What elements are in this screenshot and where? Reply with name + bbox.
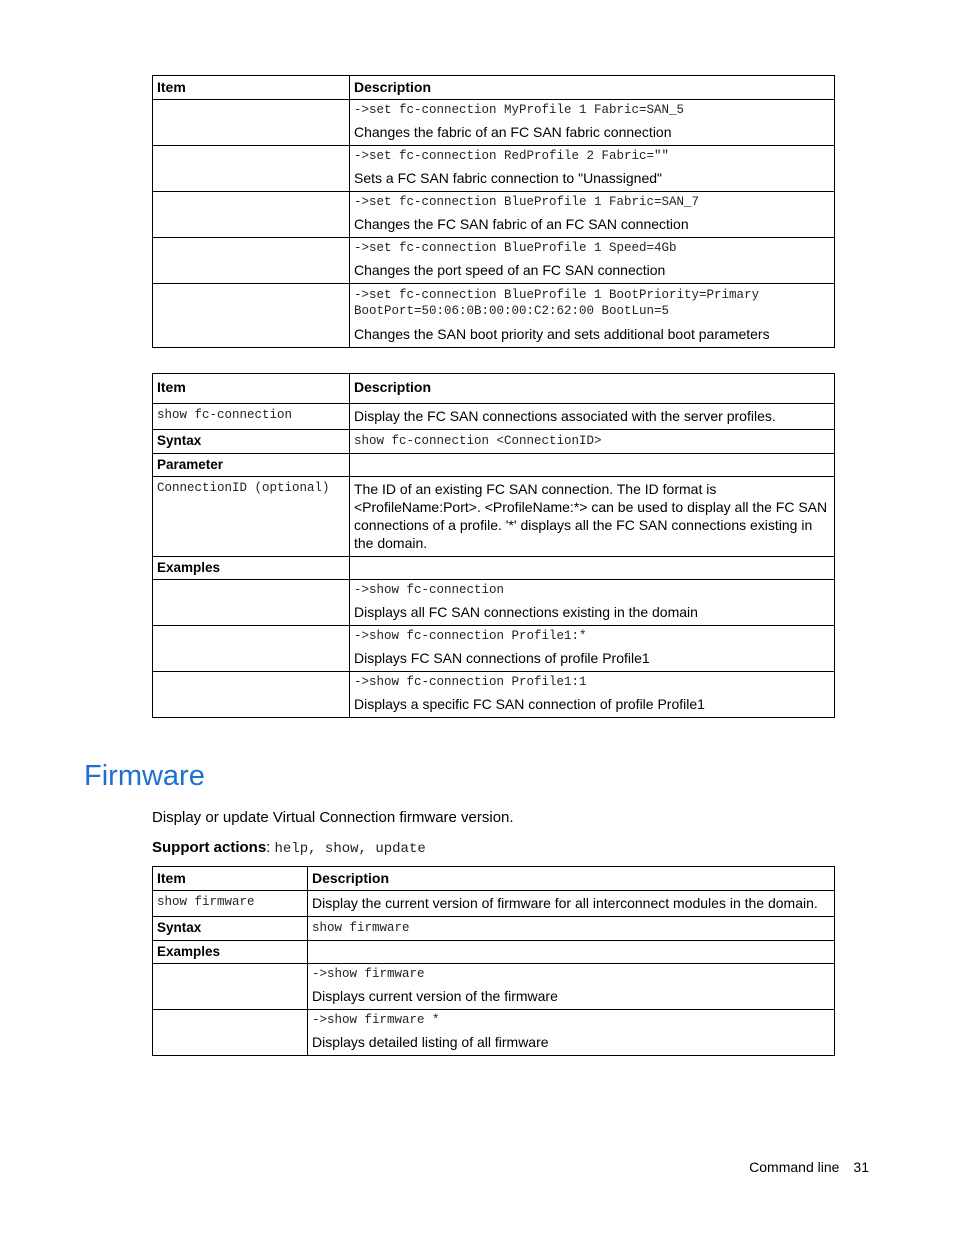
item-cell (153, 146, 350, 192)
description-cell (308, 964, 835, 1010)
item-cell (153, 192, 350, 238)
support-actions-line (152, 839, 426, 857)
column-header-item: Item (153, 374, 350, 404)
item-cell (153, 891, 308, 917)
item-cell (153, 477, 350, 557)
command-example: ->set fc-connection BlueProfile 1 Speed=4Gb (354, 241, 677, 255)
syntax-label: Syntax (153, 917, 308, 941)
description-cell (308, 1010, 835, 1056)
command-description: Changes the SAN boot priority and sets additional boot parameters (354, 326, 770, 342)
support-actions-list: help, show, update (274, 841, 426, 857)
command-example: ->show fc-connection Profile1:1 (354, 675, 587, 689)
item-cell (153, 284, 350, 348)
table-row (153, 557, 835, 580)
command-name: show fc-connection (157, 408, 293, 422)
parameter-description: The ID of an existing FC SAN connection. The ID format is <ProfileName:Port>. <ProfileName:*> can be used to display all the FC SAN connections of a profile. '*' displays all the FC SAN connections existing in the domain. (354, 481, 828, 551)
command-example: ->show firmware (312, 967, 425, 981)
command-example: ->show fc-connection (354, 583, 505, 597)
command-example: ->show fc-connection Profile1:* (354, 629, 587, 643)
item-cell (153, 964, 308, 1010)
command-example: ->set fc-connection RedProfile 2 Fabric="" (354, 149, 670, 163)
column-header-description: Description (350, 76, 835, 100)
table-row (153, 626, 835, 672)
item-cell (153, 238, 350, 284)
command-description: Changes the port speed of an FC SAN connection (354, 262, 666, 278)
command-description: Changes the fabric of an FC SAN fabric connection (354, 124, 672, 140)
table-row (153, 917, 835, 941)
command-description: Displays FC SAN connections of profile Profile1 (354, 650, 650, 666)
item-cell (153, 404, 350, 430)
command-description: Display the current version of firmware for all interconnect modules in the domain. (312, 895, 818, 911)
command-name: show firmware (157, 895, 255, 909)
command-description: Changes the FC SAN fabric of an FC SAN connection (354, 216, 689, 232)
command-description: Displays all FC SAN connections existing in the domain (354, 604, 698, 620)
table-header-row (153, 867, 835, 891)
table-row (153, 580, 835, 626)
description-cell (350, 238, 835, 284)
table-header-row (153, 374, 835, 404)
description-cell (350, 100, 835, 146)
column-header-description: Description (308, 867, 835, 891)
command-example: ->set fc-connection BlueProfile 1 Fabric=SAN_7 (354, 195, 700, 209)
table-row (153, 941, 835, 964)
table-row (153, 1010, 835, 1056)
page-footer (749, 1159, 869, 1175)
command-description: Display the FC SAN connections associated with the server profiles. (354, 408, 776, 424)
command-description: Displays a specific FC SAN connection of profile Profile1 (354, 696, 705, 712)
description-cell (350, 626, 835, 672)
command-description: Sets a FC SAN fabric connection to "Unassigned" (354, 170, 662, 186)
syntax-label: Syntax (153, 430, 350, 454)
page-number: 31 (853, 1159, 869, 1175)
description-cell (350, 284, 835, 348)
syntax-value: show firmware (312, 921, 410, 935)
parameter-label: Parameter (153, 454, 350, 477)
show-firmware-table (152, 866, 835, 1056)
description-cell (350, 192, 835, 238)
command-description: Displays detailed listing of all firmware (312, 1034, 549, 1050)
table-row (153, 891, 835, 917)
empty-cell (308, 941, 835, 964)
support-actions-label: Support actions (152, 839, 267, 856)
command-example: ->set fc-connection MyProfile 1 Fabric=SAN_5 (354, 103, 685, 117)
parameter-name: ConnectionID (optional) (157, 481, 330, 495)
item-cell (153, 580, 350, 626)
description-cell (350, 672, 835, 718)
command-example: ->set fc-connection BlueProfile 1 BootPriority=Primary BootPort=50:06:0B:00:00:C2:62:00 BootLun=5 (354, 288, 760, 318)
support-actions-separator: : (266, 839, 275, 856)
footer-section-name: Command line (749, 1159, 840, 1175)
table-row (153, 477, 835, 557)
syntax-cell (350, 430, 835, 454)
command-example: ->show firmware * (312, 1013, 440, 1027)
show-fc-connection-table (152, 373, 835, 718)
table-row (153, 404, 835, 430)
column-header-item: Item (153, 867, 308, 891)
table-row (153, 146, 835, 192)
item-cell (153, 672, 350, 718)
table-row (153, 430, 835, 454)
table-row (153, 284, 835, 348)
table-header-row (153, 76, 835, 100)
description-cell (350, 146, 835, 192)
table-row (153, 238, 835, 284)
examples-label: Examples (153, 941, 308, 964)
empty-cell (350, 454, 835, 477)
syntax-cell (308, 917, 835, 941)
item-cell (153, 1010, 308, 1056)
description-cell (350, 477, 835, 557)
command-description: Displays current version of the firmware (312, 988, 558, 1004)
set-fc-connection-examples-table (152, 75, 835, 348)
description-cell (350, 404, 835, 430)
section-intro-text: Display or update Virtual Connection firmware version. (152, 809, 514, 826)
empty-cell (350, 557, 835, 580)
table-row (153, 672, 835, 718)
item-cell (153, 100, 350, 146)
column-header-item: Item (153, 76, 350, 100)
description-cell (308, 891, 835, 917)
table-row (153, 192, 835, 238)
column-header-description: Description (350, 374, 835, 404)
description-cell (350, 580, 835, 626)
table-row (153, 100, 835, 146)
table-row (153, 454, 835, 477)
examples-label: Examples (153, 557, 350, 580)
syntax-value: show fc-connection <ConnectionID> (354, 434, 602, 448)
section-heading: Firmware (84, 760, 205, 792)
item-cell (153, 626, 350, 672)
table-row (153, 964, 835, 1010)
